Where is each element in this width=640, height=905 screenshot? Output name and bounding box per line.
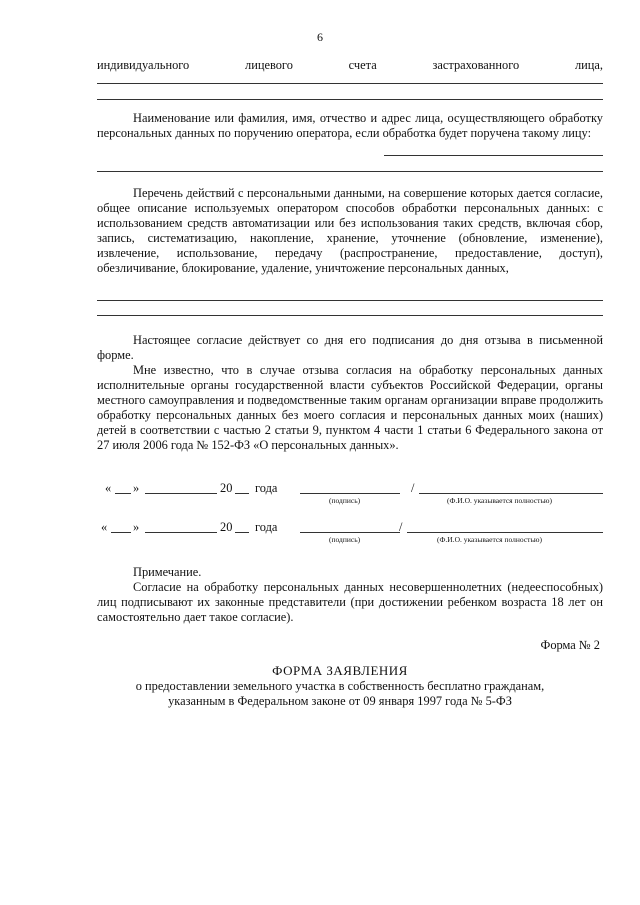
fill-line[interactable]	[97, 315, 603, 316]
year-word: года	[255, 520, 278, 534]
fill-line[interactable]	[97, 300, 603, 301]
month-field[interactable]	[145, 493, 217, 494]
signature-caption: (подпись)	[329, 535, 361, 544]
fill-line[interactable]	[97, 83, 603, 84]
signature-row	[97, 481, 607, 511]
word-3: счета	[348, 58, 377, 72]
day-field[interactable]	[115, 493, 131, 494]
word-2: лицевого	[245, 58, 293, 72]
year-prefix: 20	[220, 520, 233, 534]
month-field[interactable]	[145, 532, 217, 533]
quote-open: «	[101, 520, 108, 534]
signature-field[interactable]	[300, 532, 400, 533]
year-field[interactable]	[235, 493, 249, 494]
year-prefix: 20	[220, 481, 233, 495]
quote-close: »	[133, 520, 140, 534]
word-5: лица,	[574, 58, 603, 72]
page-number: 6	[317, 30, 323, 44]
fill-line[interactable]	[97, 99, 603, 100]
slash: /	[411, 481, 415, 495]
signature-caption: (подпись)	[329, 496, 361, 505]
fio-field[interactable]	[407, 532, 603, 533]
fill-line[interactable]	[384, 155, 603, 156]
slash: /	[399, 520, 403, 534]
note-text: Согласие на обработку персональных данных несовершеннолетних (недееспособных) лиц подписывают их законные представители (при достижении ребенком возраста 18 лет он самостоятельно дает такое согласие).	[97, 580, 603, 624]
known-paragraph: Мне известно, что в случае отзыва согласия на обработку персональных данных исполнительные органы государственной власти субъектов Российской Федерации, органы местного самоуправления и подведомственные таким органам организации вправе продолжить обработку персональных данных без моего согласия и персональных данных моих (наших) детей в соответствии с частью 2 статьи 9, пунктом 4 части 1 статьи 6 Федерального закона от 27 июля 2006 года № 152-ФЗ «О персональных данных».	[97, 363, 603, 452]
continued-line	[97, 58, 603, 73]
year-field[interactable]	[235, 532, 249, 533]
form-subtitle-line-2: указанным в Федеральном законе от 09 января 1997 года № 5-ФЗ	[168, 694, 512, 708]
day-field[interactable]	[111, 532, 131, 533]
validity-paragraph: Настоящее согласие действует со дня его подписания до дня отзыва в письменной форме.	[97, 333, 603, 362]
signature-field[interactable]	[300, 493, 400, 494]
year-word: года	[255, 481, 278, 495]
fio-caption: (Ф.И.О. указывается полностью)	[437, 535, 542, 544]
quote-close: »	[133, 481, 140, 495]
signature-row	[97, 520, 607, 550]
quote-open: «	[105, 481, 112, 495]
form-number: Форма № 2	[540, 638, 600, 652]
fio-field[interactable]	[419, 493, 603, 494]
form-subtitle-line-1: о предоставлении земельного участка в собственность бесплатно гражданам,	[135, 679, 545, 693]
note-title: Примечание.	[133, 565, 202, 579]
word-4: застрахованного	[432, 58, 520, 72]
fill-line[interactable]	[97, 171, 603, 172]
fio-caption: (Ф.И.О. указывается полностью)	[447, 496, 552, 505]
operator-paragraph: Наименование или фамилия, имя, отчество и адрес лица, осуществляющего обработку персональных данных по поручению оператора, если обработка будет поручена такому лицу:	[97, 111, 603, 140]
actions-paragraph: Перечень действий с персональными данными, на совершение которых дается согласие, общее описание используемых оператором способов обработки персональных данных: с использованием средств автоматизации или без использования таких средств, включая сбор, запись, систематизацию, накопление, хранение, уточнение (обновление, изменение), извлечение, использование, передачу (распространение, предоставление, доступ), обезличивание, блокирование, удаление, уничтожение персональных данных,	[97, 186, 603, 275]
word-1: индивидуального	[97, 58, 190, 72]
form-title: ФОРМА ЗАЯВЛЕНИЯ	[272, 663, 408, 678]
